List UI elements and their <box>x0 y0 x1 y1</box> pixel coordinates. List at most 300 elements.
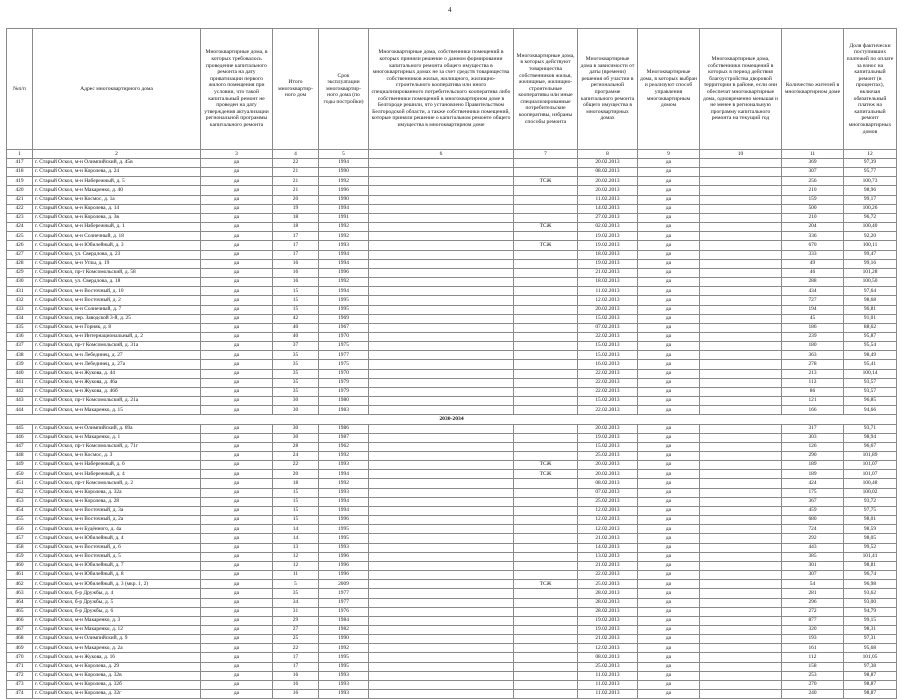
improvement-cell <box>700 506 782 515</box>
years-cell: 15 <box>273 488 319 497</box>
needs-repair-cell: да <box>201 259 273 268</box>
row-number: 457 <box>7 534 33 543</box>
years-cell: 15 <box>273 516 319 525</box>
payment-share-cell: 98,94 <box>844 433 897 442</box>
table-row <box>7 561 897 570</box>
build-year-cell: 1993 <box>319 488 369 497</box>
management-cell: да <box>638 323 700 332</box>
years-cell: 21 <box>273 168 319 177</box>
decision-date-cell: 07.02.2013 <box>578 323 638 332</box>
build-year-cell: 1993 <box>319 461 369 470</box>
table-row <box>7 241 897 250</box>
column-number: 1 <box>7 150 33 159</box>
improvement-cell <box>700 268 782 277</box>
management-cell: да <box>638 314 700 323</box>
decision-date-cell: 13.02.2013 <box>578 552 638 561</box>
needs-repair-cell: да <box>201 616 273 625</box>
payment-share-cell: 97,75 <box>844 506 897 515</box>
needs-repair-cell: да <box>201 397 273 406</box>
improvement-cell <box>700 607 782 616</box>
years-cell: 14 <box>273 534 319 543</box>
tsj-cell <box>514 278 578 287</box>
needs-repair-cell: да <box>201 534 273 543</box>
needs-repair-cell: да <box>201 424 273 433</box>
management-cell: да <box>638 213 700 222</box>
years-cell: 16 <box>273 680 319 689</box>
payment-share-cell: 91,01 <box>844 314 897 323</box>
residents-cell: 363 <box>782 351 844 360</box>
payment-share-cell: 93,57 <box>844 387 897 396</box>
residents-cell: 193 <box>782 635 844 644</box>
address-cell: г. Старый Оскол, м-н Солнечный, д. 18 <box>33 232 201 241</box>
tsj-cell <box>514 662 578 671</box>
tsj-cell <box>514 598 578 607</box>
management-cell: да <box>638 543 700 552</box>
payment-share-cell: 96,81 <box>844 305 897 314</box>
table-row <box>7 479 897 488</box>
needs-repair-cell: да <box>201 296 273 305</box>
row-number: 451 <box>7 479 33 488</box>
address-cell: г. Старый Оскол, пр-т Комсомольский, д. 31а <box>33 342 201 351</box>
address-cell: г. Старый Оскол, м-н Королева, д. 32б <box>33 680 201 689</box>
table-row <box>7 213 897 222</box>
residents-cell: 424 <box>782 479 844 488</box>
improvement-cell <box>700 625 782 634</box>
tsj-cell <box>514 213 578 222</box>
payment-share-cell: 99,15 <box>844 616 897 625</box>
tsj-cell: ТСЖ <box>514 580 578 589</box>
table-row <box>7 534 897 543</box>
residents-cell: 333 <box>782 250 844 259</box>
residents-cell: 281 <box>782 589 844 598</box>
decision-date-cell: 12.02.2013 <box>578 506 638 515</box>
decision-date-cell: 22.02.2013 <box>578 378 638 387</box>
management-cell: да <box>638 461 700 470</box>
management-cell: да <box>638 662 700 671</box>
row-number: 438 <box>7 351 33 360</box>
needs-repair-cell: да <box>201 369 273 378</box>
special-account-cell <box>369 497 514 506</box>
years-cell: 15 <box>273 497 319 506</box>
row-number: 428 <box>7 259 33 268</box>
improvement-cell <box>700 378 782 387</box>
management-cell: да <box>638 635 700 644</box>
tsj-cell <box>514 497 578 506</box>
needs-repair-cell: да <box>201 342 273 351</box>
tsj-cell: ТСЖ <box>514 177 578 186</box>
build-year-cell: 1995 <box>319 534 369 543</box>
improvement-cell <box>700 168 782 177</box>
address-cell: г. Старый Оскол, м-н Макаренко, д. 2а <box>33 644 201 653</box>
residents-cell: 210 <box>782 213 844 222</box>
table-row <box>7 296 897 305</box>
residents-cell: 194 <box>782 305 844 314</box>
payment-share-cell: 93,72 <box>844 497 897 506</box>
management-cell: да <box>638 625 700 634</box>
column-number: 9 <box>638 150 700 159</box>
payment-share-cell: 100,14 <box>844 369 897 378</box>
years-cell: 35 <box>273 351 319 360</box>
management-cell: да <box>638 571 700 580</box>
payment-share-cell: 99,52 <box>844 543 897 552</box>
years-cell: 27 <box>273 625 319 634</box>
header-address: Адрес многоквартирного дома <box>33 29 201 150</box>
needs-repair-cell: да <box>201 680 273 689</box>
tsj-cell <box>514 543 578 552</box>
payment-share-cell: 98,87 <box>844 671 897 680</box>
tsj-cell <box>514 204 578 213</box>
management-cell: да <box>638 433 700 442</box>
decision-date-cell: 20.02.2013 <box>578 177 638 186</box>
table-row <box>7 259 897 268</box>
management-cell: да <box>638 644 700 653</box>
improvement-cell <box>700 259 782 268</box>
special-account-cell <box>369 644 514 653</box>
special-account-cell <box>369 213 514 222</box>
special-account-cell <box>369 580 514 589</box>
address-cell: г. Старый Оскол, м-н Восточный, д. 3а <box>33 506 201 515</box>
residents-cell: 253 <box>782 671 844 680</box>
row-number: 418 <box>7 168 33 177</box>
header-num: №п/п <box>7 29 33 150</box>
special-account-cell <box>369 616 514 625</box>
years-cell: 18 <box>273 479 319 488</box>
housing-register-table <box>6 28 897 699</box>
special-account-cell <box>369 479 514 488</box>
row-number: 420 <box>7 186 33 195</box>
management-cell: да <box>638 552 700 561</box>
row-number: 417 <box>7 159 33 168</box>
build-year-cell: 1992 <box>319 223 369 232</box>
residents-cell: 307 <box>782 168 844 177</box>
payment-share-cell: 101,07 <box>844 470 897 479</box>
needs-repair-cell: да <box>201 571 273 580</box>
decision-date-cell: 08.02.2013 <box>578 168 638 177</box>
years-cell: 22 <box>273 644 319 653</box>
payment-share-cell: 97,38 <box>844 662 897 671</box>
header-col10: Многоквартирные дома, собственники помещений в которых в период действия благоустройства дворовой территории в районе, если они обеспечат многоквартирные дома, одновременно меньшая и не менее в региональную программу капитального ремонта на текущий год <box>700 29 782 150</box>
table-row <box>7 314 897 323</box>
table-row <box>7 397 897 406</box>
decision-date-cell: 02.02.2013 <box>578 223 638 232</box>
payment-share-cell: 101,07 <box>844 461 897 470</box>
row-number: 425 <box>7 232 33 241</box>
years-cell: 37 <box>273 342 319 351</box>
table-row <box>7 662 897 671</box>
decision-date-cell: 20.02.2013 <box>578 159 638 168</box>
tsj-cell <box>514 168 578 177</box>
needs-repair-cell: да <box>201 644 273 653</box>
special-account-cell <box>369 452 514 461</box>
management-cell: да <box>638 616 700 625</box>
column-number: 11 <box>782 150 844 159</box>
row-number: 470 <box>7 653 33 662</box>
special-account-cell <box>369 607 514 616</box>
tsj-cell <box>514 552 578 561</box>
management-cell: да <box>638 497 700 506</box>
special-account-cell <box>369 690 514 699</box>
management-cell: да <box>638 360 700 369</box>
needs-repair-cell: да <box>201 433 273 442</box>
years-cell: 31 <box>273 607 319 616</box>
decision-date-cell: 21.02.2013 <box>578 268 638 277</box>
row-number: 455 <box>7 516 33 525</box>
tsj-cell <box>514 268 578 277</box>
payment-share-cell: 93,62 <box>844 589 897 598</box>
tsj-cell <box>514 607 578 616</box>
payment-share-cell: 94,66 <box>844 406 897 415</box>
address-cell: г. Старый Оскол, м-н Королева, д. 3в <box>33 213 201 222</box>
column-number: 3 <box>201 150 273 159</box>
special-account-cell <box>369 653 514 662</box>
tsj-cell <box>514 186 578 195</box>
years-cell: 35 <box>273 378 319 387</box>
management-cell: да <box>638 223 700 232</box>
payment-share-cell: 94,79 <box>844 607 897 616</box>
payment-share-cell: 99,47 <box>844 250 897 259</box>
management-cell: да <box>638 506 700 515</box>
needs-repair-cell: да <box>201 232 273 241</box>
improvement-cell <box>700 406 782 415</box>
decision-date-cell: 15.02.2013 <box>578 397 638 406</box>
improvement-cell <box>700 433 782 442</box>
row-number: 459 <box>7 552 33 561</box>
table-row <box>7 268 897 277</box>
payment-share-cell: 99,17 <box>844 195 897 204</box>
years-cell: 22 <box>273 159 319 168</box>
special-account-cell <box>369 323 514 332</box>
years-cell: 30 <box>273 397 319 406</box>
needs-repair-cell: да <box>201 516 273 525</box>
improvement-cell <box>700 177 782 186</box>
payment-share-cell: 98,96 <box>844 186 897 195</box>
tsj-cell <box>514 250 578 259</box>
build-year-cell: 1969 <box>319 314 369 323</box>
improvement-cell <box>700 387 782 396</box>
improvement-cell <box>700 204 782 213</box>
residents-cell: 46 <box>782 268 844 277</box>
address-cell: г. Старый Оскол, м-н Королева, д. 32в <box>33 671 201 680</box>
row-number: 469 <box>7 644 33 653</box>
management-cell: да <box>638 607 700 616</box>
needs-repair-cell: да <box>201 525 273 534</box>
special-account-cell <box>369 442 514 451</box>
special-account-cell <box>369 424 514 433</box>
improvement-cell <box>700 680 782 689</box>
needs-repair-cell: да <box>201 461 273 470</box>
decision-date-cell: 12.02.2013 <box>578 296 638 305</box>
needs-repair-cell: да <box>201 223 273 232</box>
special-account-cell <box>369 232 514 241</box>
address-cell: г. Старый Оскол, м-н Макаренко, д. 12 <box>33 625 201 634</box>
build-year-cell: 1977 <box>319 351 369 360</box>
row-number: 458 <box>7 543 33 552</box>
build-year-cell: 1979 <box>319 378 369 387</box>
header-col3: Многоквартирные дома, в которых требовалось проведение капитального ремонта на дату приватизации первого жилого помещения при условии, что такой капитальный ремонт не проведен на дату утверждения актуализации региональной программы капитального ремонта <box>201 29 273 150</box>
residents-cell: 272 <box>782 607 844 616</box>
special-account-cell <box>369 241 514 250</box>
column-number: 8 <box>578 150 638 159</box>
improvement-cell <box>700 241 782 250</box>
residents-cell: 680 <box>782 516 844 525</box>
improvement-cell <box>700 442 782 451</box>
row-number: 472 <box>7 671 33 680</box>
needs-repair-cell: да <box>201 506 273 515</box>
needs-repair-cell: да <box>201 378 273 387</box>
header-col4: Итого многоквартир-ного дом <box>273 29 319 150</box>
improvement-cell <box>700 653 782 662</box>
table-row <box>7 625 897 634</box>
needs-repair-cell: да <box>201 323 273 332</box>
years-cell: 40 <box>273 332 319 341</box>
tsj-cell: ТСЖ <box>514 223 578 232</box>
management-cell: да <box>638 470 700 479</box>
table-row <box>7 516 897 525</box>
row-number: 439 <box>7 360 33 369</box>
row-number: 430 <box>7 278 33 287</box>
special-account-cell <box>369 278 514 287</box>
years-cell: 15 <box>273 506 319 515</box>
tsj-cell <box>514 305 578 314</box>
decision-date-cell: 19.02.2013 <box>578 241 638 250</box>
row-number: 462 <box>7 580 33 589</box>
decision-date-cell: 28.02.2013 <box>578 589 638 598</box>
improvement-cell <box>700 552 782 561</box>
row-number: 444 <box>7 406 33 415</box>
address-cell: г. Старый Оскол, ул. Свердлова, д. 18 <box>33 278 201 287</box>
payment-share-cell: 96,67 <box>844 442 897 451</box>
row-number: 474 <box>7 690 33 699</box>
management-cell: да <box>638 177 700 186</box>
address-cell: г. Старый Оскол, м-н Восточный, д. 2 <box>33 296 201 305</box>
residents-cell: 213 <box>782 369 844 378</box>
tsj-cell <box>514 616 578 625</box>
tsj-cell <box>514 351 578 360</box>
management-cell: да <box>638 195 700 204</box>
management-cell: да <box>638 369 700 378</box>
residents-cell: 49 <box>782 259 844 268</box>
row-number: 433 <box>7 305 33 314</box>
decision-date-cell: 14.02.2013 <box>578 204 638 213</box>
needs-repair-cell: да <box>201 406 273 415</box>
special-account-cell <box>369 488 514 497</box>
residents-cell: 158 <box>782 662 844 671</box>
table-row <box>7 653 897 662</box>
decision-date-cell: 25.02.2013 <box>578 580 638 589</box>
row-number: 440 <box>7 369 33 378</box>
tsj-cell <box>514 671 578 680</box>
decision-date-cell: 22.02.2013 <box>578 332 638 341</box>
needs-repair-cell: да <box>201 213 273 222</box>
special-account-cell <box>369 680 514 689</box>
address-cell: г. Старый Оскол, м-н Олимпийский, д. 45в <box>33 159 201 168</box>
residents-cell: 385 <box>782 552 844 561</box>
payment-share-cell: 99,16 <box>844 259 897 268</box>
improvement-cell <box>700 213 782 222</box>
improvement-cell <box>700 571 782 580</box>
address-cell: г. Старый Оскол, м-н Горняк, д. 8 <box>33 323 201 332</box>
years-cell: 35 <box>273 369 319 378</box>
decision-date-cell: 27.02.2013 <box>578 213 638 222</box>
address-cell: г. Старый Оскол, м-н Будённого, д. 4а <box>33 525 201 534</box>
residents-cell: 459 <box>782 506 844 515</box>
address-cell: г. Старый Оскол, м-н Олимпийский, д. 9 <box>33 635 201 644</box>
decision-date-cell: 20.02.2013 <box>578 186 638 195</box>
residents-cell: 210 <box>782 186 844 195</box>
years-cell: 16 <box>273 268 319 277</box>
table-row <box>7 360 897 369</box>
years-cell: 16 <box>273 671 319 680</box>
table-header <box>7 29 897 159</box>
table-row <box>7 424 897 433</box>
needs-repair-cell: да <box>201 278 273 287</box>
special-account-cell <box>369 625 514 634</box>
address-cell: г. Старый Оскол, ул. Свердлова, д. 23 <box>33 250 201 259</box>
residents-cell: 727 <box>782 296 844 305</box>
build-year-cell: 1993 <box>319 543 369 552</box>
years-cell: 12 <box>273 561 319 570</box>
special-account-cell <box>369 296 514 305</box>
improvement-cell <box>700 397 782 406</box>
table-row <box>7 607 897 616</box>
table-row <box>7 168 897 177</box>
management-cell: да <box>638 351 700 360</box>
payment-share-cell: 101,05 <box>844 653 897 662</box>
decision-date-cell: 22.02.2013 <box>578 369 638 378</box>
table-row <box>7 378 897 387</box>
header-col8: Многоквартирные дома в зависимости от даты (времени) решения об участии в региональной программе капитального ремонта общего имущества в многоквартирных домах <box>578 29 638 150</box>
table-row <box>7 342 897 351</box>
row-number: 434 <box>7 314 33 323</box>
decision-date-cell: 15.02.2013 <box>578 342 638 351</box>
payment-share-cell: 98,87 <box>844 680 897 689</box>
payment-share-cell: 100,50 <box>844 278 897 287</box>
tsj-cell <box>514 571 578 580</box>
management-cell: да <box>638 232 700 241</box>
management-cell: да <box>638 204 700 213</box>
build-year-cell: 1986 <box>319 424 369 433</box>
build-year-cell: 2009 <box>319 580 369 589</box>
tsj-cell <box>514 690 578 699</box>
decision-date-cell: 25.02.2013 <box>578 452 638 461</box>
payment-share-cell: 95,68 <box>844 644 897 653</box>
row-number: 449 <box>7 461 33 470</box>
row-number: 432 <box>7 296 33 305</box>
needs-repair-cell: да <box>201 607 273 616</box>
special-account-cell <box>369 534 514 543</box>
row-number: 443 <box>7 397 33 406</box>
management-cell: да <box>638 378 700 387</box>
improvement-cell <box>700 635 782 644</box>
build-year-cell: 1992 <box>319 452 369 461</box>
payment-share-cell: 100,48 <box>844 479 897 488</box>
tsj-cell <box>514 360 578 369</box>
improvement-cell <box>700 479 782 488</box>
needs-repair-cell: да <box>201 268 273 277</box>
decision-date-cell: 16.02.2013 <box>578 360 638 369</box>
tsj-cell <box>514 525 578 534</box>
improvement-cell <box>700 360 782 369</box>
address-cell: г. Старый Оскол, м-н Королева, д. 14 <box>33 204 201 213</box>
management-cell: да <box>638 268 700 277</box>
management-cell: да <box>638 287 700 296</box>
decision-date-cell: 21.02.2013 <box>578 534 638 543</box>
residents-cell: 301 <box>782 561 844 570</box>
years-cell: 16 <box>273 259 319 268</box>
column-number: 4 <box>273 150 319 159</box>
special-account-cell <box>369 332 514 341</box>
tsj-cell <box>514 506 578 515</box>
